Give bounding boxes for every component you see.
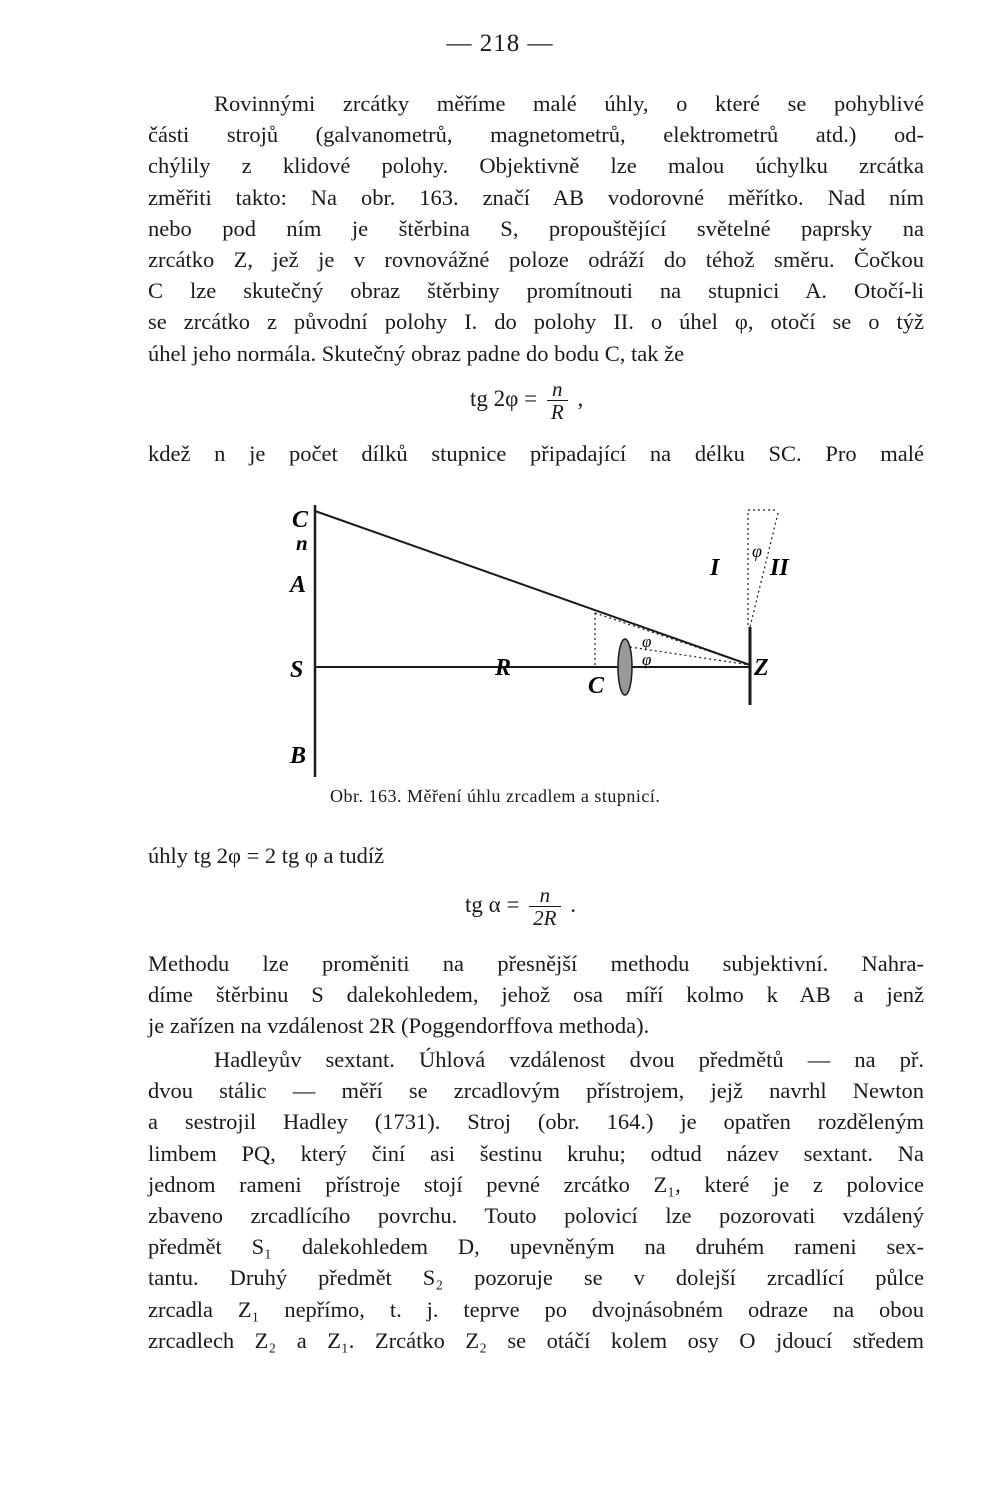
label-s: S [290,657,304,683]
paragraph-subjective-method [148,948,924,1042]
label-phi-mid: φ [642,650,652,669]
text-line: jednom rameni přístroje stojí pevné zrcátko Z₁, které je z polovice [148,1171,924,1197]
label-c-lens: C [588,673,605,699]
fraction-numerator: n [529,884,560,907]
text-line: se zrcátko z původní polohy I. do polohy II. o úhel φ, otočí se o týž [148,309,924,335]
text-line: zrcátko Z, jež je v rovnovážné poloze odráží do téhož směru. Čočkou [148,247,924,273]
lens-shape [618,639,632,695]
label-z: Z [754,655,769,681]
label-b: B [290,743,307,769]
figure-caption: Obr. 163. Měření úhlu zrcadlem a stupnicí. [330,786,661,806]
text-line: zrcadla Z₁ nepřímo, t. j. teprve po dvojnásobném odraze na obou [148,1296,924,1322]
fraction [529,884,560,929]
text-line: zrcadlech Z₂ a Z₁. Zrcátko Z₂ se otáčí kolem osy O jdoucí středem [148,1327,924,1353]
text-line: dvou stálic — měří se zrcadlovým přístrojem, jejž navrhl Newton [148,1078,924,1104]
label-phi-mid: φ [642,632,652,651]
label-n: n [296,531,308,555]
text-line: díme štěrbinu S dalekohledem, jehož osa míří kolmo k AB a jenž [148,982,924,1008]
text-line: Rovinnými zrcátky měříme malé úhly, o které se pohyblivé [214,91,924,116]
text-line: je zařízen na vzdálenost 2R (Poggendorffova methoda). [148,1013,650,1039]
label-c-top: C [292,507,309,533]
text-line: zbaveno zrcadlícího povrchu. Touto polovicí lze pozorovati vzdálený [148,1203,924,1229]
paragraph-hadley-sextant [148,1044,924,1356]
label-i: I [710,555,720,581]
formula-trail: , [577,385,584,411]
formula-trail: . [570,891,576,917]
label-phi-top: φ [752,541,762,561]
text-line: nebo pod ním je štěrbina S, propouštějící světelné paprsky na [148,215,924,241]
label-ii: II [770,555,789,581]
text-line: změřiti takto: Na obr. 163. značí AB vodorovné měřítko. Nad ním [148,184,924,210]
text-line: chýlily z klidové polohy. Objektivně lze malou úchylku zrcátka [148,153,924,179]
text-line: části strojů (galvanometrů, magnetometrů, elektrometrů atd.) od- [148,122,924,148]
formula-tg-alpha [465,884,576,929]
page-number: — 218 — [446,30,554,57]
fraction-numerator: n [547,378,568,401]
formula-lhs: tg α = [465,891,520,917]
text-line: limbem PQ, který činí asi šestinu kruhu; odtud název sextant. Na [148,1140,924,1166]
text-line: Hadleyův sextant. Úhlová vzdálenost dvou předmětů — na př. [214,1047,924,1072]
formula-lhs: tg 2φ = [470,385,538,411]
ray-line-cz [315,511,750,665]
label-a: A [290,572,307,598]
fraction-denominator: R [550,400,564,424]
text-line: úhly tg 2φ = 2 tg φ a tudíž [148,843,385,868]
paragraph-after-formula [148,438,924,469]
text-line: C lze skutečný obraz štěrbiny promítnouti na stupnici A. Otočí-li [148,278,924,304]
text-line: a sestrojil Hadley (1731). Stroj (obr. 164.) je opatřen rozděleným [148,1109,924,1135]
text-line: Methodu lze proměniti na přesnější methodu subjektivní. Nahra- [148,951,924,976]
text-line: tantu. Druhý předmět S₂ pozoruje se v dolejší zrcadlící půlce [148,1265,924,1291]
paragraph-small-angles [148,840,924,871]
formula-tg-2phi [470,378,583,423]
figure-163-diagram [280,495,820,785]
fraction-denominator: 2R [533,906,557,930]
text-line: kdež n je počet dílků stupnice připadající na délku SC. Pro malé [148,441,924,466]
text-line: předmět S₁ dalekohledem D, upevněným na druhém rameni sex- [148,1234,924,1260]
fraction [547,378,568,423]
paragraph-intro [148,88,924,369]
text-line: úhel jeho normála. Skutečný obraz padne do bodu C, tak že [148,340,685,366]
label-r: R [495,655,512,681]
